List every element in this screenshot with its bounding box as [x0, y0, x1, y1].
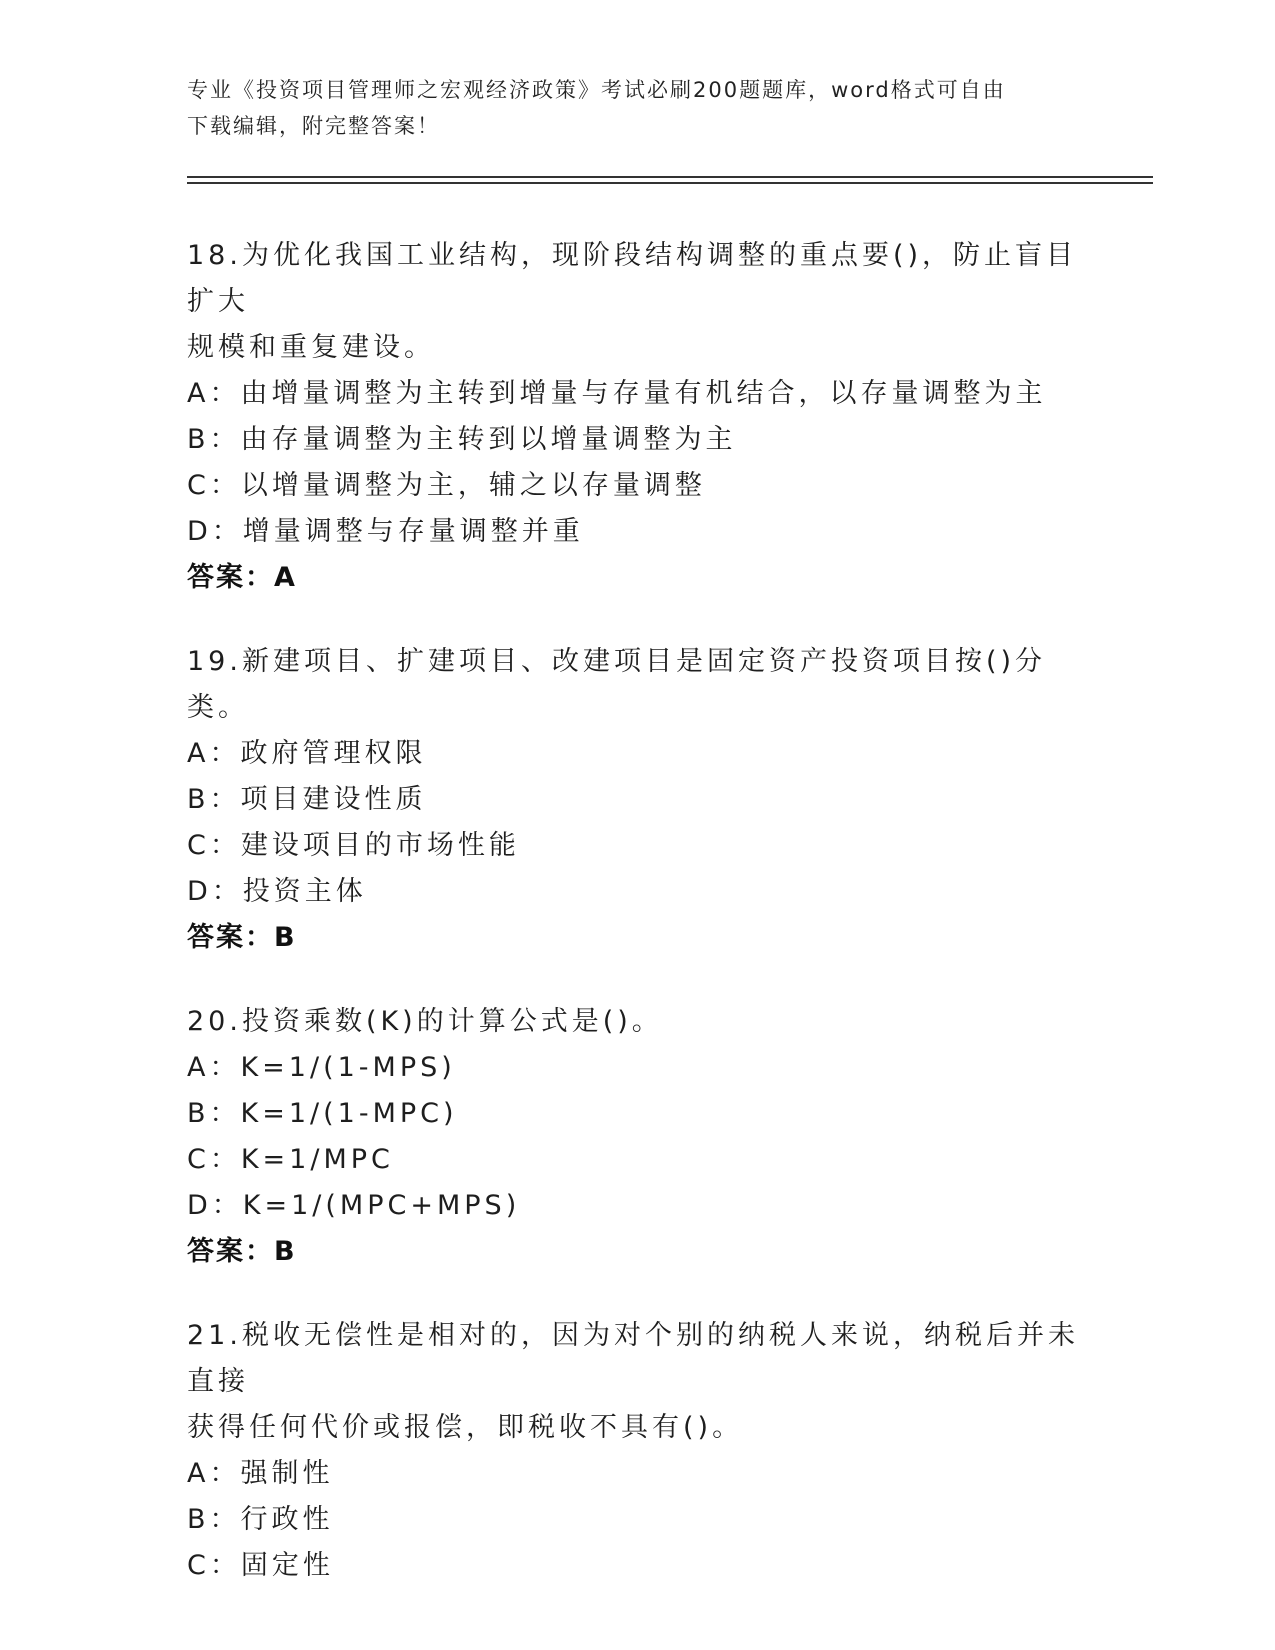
option-b: B：行政性	[187, 1504, 334, 1535]
question-text-line-1: 19.新建项目、扩建项目、改建项目是固定资产投资项目按()分类。	[187, 646, 1047, 723]
answer-label: 答案：B	[187, 922, 297, 953]
question-21	[187, 1313, 1087, 1589]
option-a: A：由增量调整为主转到增量与存量有机结合，以存量调整为主	[187, 378, 1047, 409]
question-text-line-1: 21.税收无偿性是相对的，因为对个别的纳税人来说，纳税后并未直接	[187, 1320, 1079, 1397]
document-header	[187, 72, 1067, 144]
header-divider-bottom	[187, 182, 1153, 184]
option-d: D：投资主体	[187, 876, 367, 907]
option-c: C：K=1/MPC	[187, 1144, 394, 1175]
option-c: C：固定性	[187, 1550, 334, 1581]
option-a: A：政府管理权限	[187, 738, 427, 769]
question-text	[187, 233, 1087, 371]
question-text-line-1: 18.为优化我国工业结构，现阶段结构调整的重点要()，防止盲目扩大	[187, 240, 1078, 317]
header-divider-top	[187, 176, 1153, 178]
header-line-1: 专业《投资项目管理师之宏观经济政策》考试必刷200题题库，word格式可自由	[187, 78, 1006, 102]
question-text	[187, 639, 1087, 731]
header-line-2: 下载编辑，附完整答案！	[187, 114, 440, 138]
option-a: A：K=1/(1-MPS)	[187, 1052, 456, 1083]
answer-label: 答案：B	[187, 1236, 297, 1267]
option-d: D：K=1/(MPC+MPS)	[187, 1190, 521, 1221]
option-c: C：建设项目的市场性能	[187, 830, 520, 861]
question-text-line-1: 20.投资乘数(K)的计算公式是()。	[187, 1006, 663, 1037]
question-text	[187, 999, 1087, 1045]
option-b: B：由存量调整为主转到以增量调整为主	[187, 424, 737, 455]
question-18	[187, 233, 1087, 601]
question-text-line-2: 规模和重复建设。	[187, 332, 435, 363]
option-a: A：强制性	[187, 1458, 334, 1489]
option-c: C：以增量调整为主，辅之以存量调整	[187, 470, 706, 501]
question-text-line-2: 获得任何代价或报偿，即税收不具有()。	[187, 1412, 744, 1443]
option-b: B：K=1/(1-MPC)	[187, 1098, 458, 1129]
option-d: D：增量调整与存量调整并重	[187, 516, 584, 547]
question-20	[187, 999, 1087, 1275]
question-text	[187, 1313, 1087, 1451]
question-19	[187, 639, 1087, 961]
answer-label: 答案：A	[187, 562, 297, 593]
question-list	[187, 233, 1087, 1627]
option-b: B：项目建设性质	[187, 784, 427, 815]
